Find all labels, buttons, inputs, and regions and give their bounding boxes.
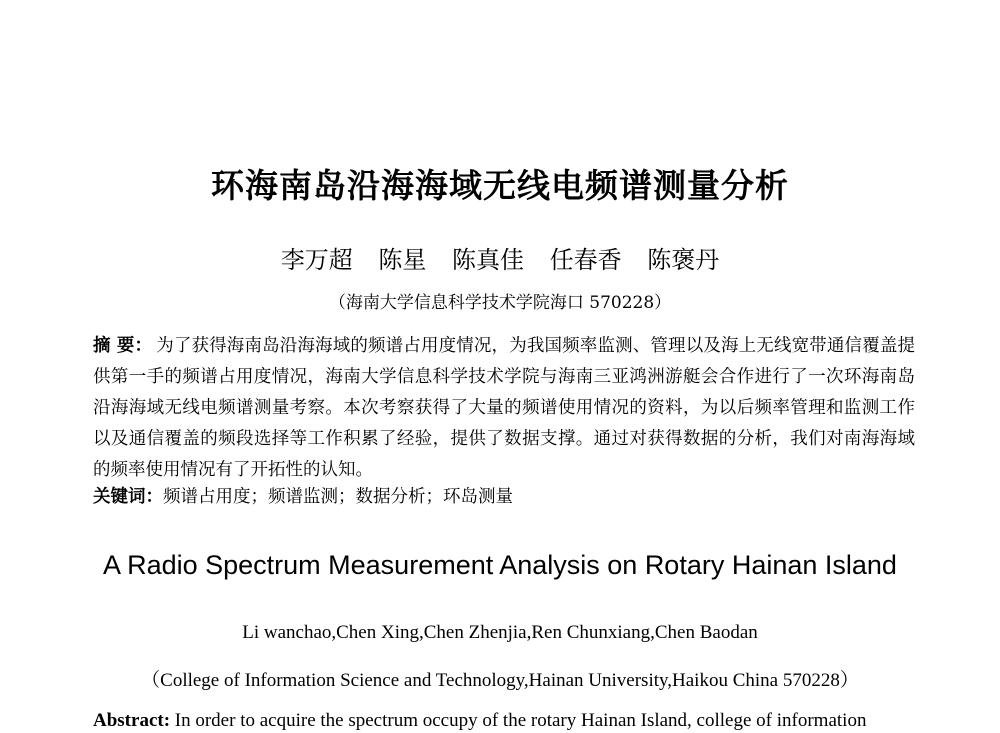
english-abstract [93, 710, 915, 732]
chinese-keywords-label: 关键词： [93, 487, 163, 507]
chinese-abstract-text: 为了获得海南岛沿海海域的频谱占用度情况，为我国频率监测、管理以及海上无线宽带通信覆盖提供第一手的频谱占用度情况，海南大学信息科学技术学院与海南三亚鸿洲游艇会合作进行了一次环海南岛沿海海域无线电频谱测量考察。本次考察获得了大量的频谱使用情况的资料，为以后频率管理和监测工作以及通信覆盖的频段选择等工作积累了经验，提供了数据支撑。通过对获得数据的分析，我们对南海海域的频率使用情况有了开拓性的认知。 [93, 336, 916, 480]
english-abstract-label: Abstract: [93, 710, 171, 731]
chinese-keywords [93, 483, 915, 508]
chinese-title: 环海南岛沿海海域无线电频谱测量分析 [211, 166, 789, 205]
chinese-affiliation: （海南大学信息科学技术学院海口 570228） [328, 293, 672, 313]
chinese-keywords-text: 频谱占用度；频谱监测；数据分析；环岛测量 [163, 487, 513, 507]
chinese-abstract [93, 331, 915, 486]
english-title: A Radio Spectrum Measurement Analysis on Rotary Hainan Island [103, 550, 897, 580]
english-authors: Li wanchao,Chen Xing,Chen Zhenjia,Ren Chunxiang,Chen Baodan [242, 622, 758, 643]
chinese-abstract-label: 摘 要： [93, 336, 153, 356]
chinese-authors: 李万超 陈星 陈真佳 任春香 陈褒丹 [280, 246, 720, 274]
english-affiliation: （College of Information Science and Technology,Hainan University,Haikou China 570228） [141, 670, 859, 691]
english-abstract-text: In order to acquire the spectrum occupy of the rotary Hainan Island, college of information [174, 710, 867, 731]
